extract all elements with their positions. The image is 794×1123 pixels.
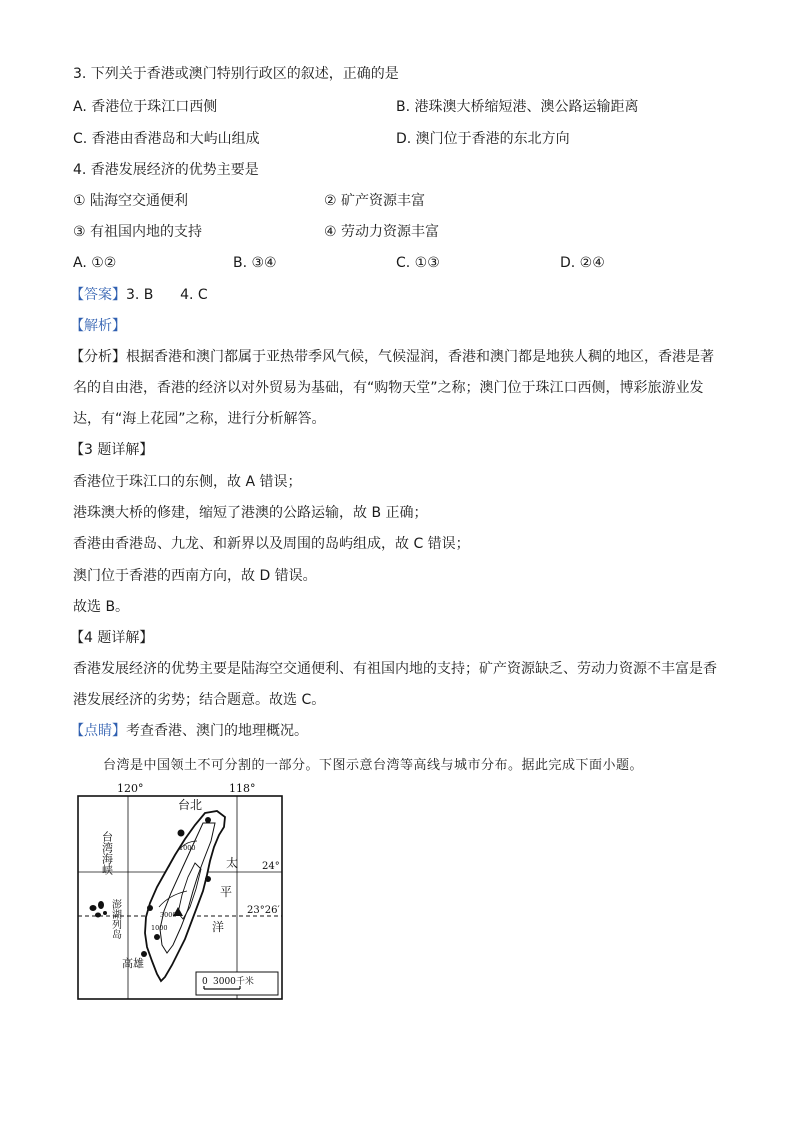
label-scale-zero: 0	[202, 977, 208, 987]
analysis-tag-text: 【解析】	[70, 318, 126, 334]
answer-tag: 【答案】	[70, 287, 126, 303]
detail3-line-1: 香港位于珠江口的东侧，故 A 错误；	[73, 474, 302, 490]
city-dot-taipei	[205, 817, 211, 823]
q3-option-d: D. 澳门位于香港的东北方向	[396, 131, 570, 147]
label-scale: 3000千米	[213, 977, 254, 987]
q4-stem: 4. 香港发展经济的优势主要是	[73, 162, 259, 178]
q3-option-b: B. 港珠澳大桥缩短港、澳公路运输距离	[396, 99, 639, 115]
city-dot-east	[205, 876, 211, 882]
q4-option-a: A. ①②	[73, 255, 117, 271]
q3-stem: 3. 下列关于香港或澳门特别行政区的叙述，正确的是	[73, 66, 399, 82]
label-contour-3: 1000	[151, 924, 168, 932]
q4-option-d: D. ②④	[560, 255, 605, 271]
detail4-line-1: 香港发展经济的优势主要是陆海空交通便利、有祖国内地的支持；矿产资源缺乏、劳动力资源不丰富是香	[73, 661, 717, 677]
label-ocean-1: 太	[226, 856, 239, 870]
city-dot-south	[154, 934, 160, 940]
dianjing-line	[70, 721, 308, 741]
label-kaohsiung: 高雄	[122, 957, 144, 970]
dianjing-tag: 【点睛】	[70, 723, 126, 739]
label-lon-120: 120°	[117, 782, 144, 795]
island-2	[98, 901, 104, 909]
q3-option-a: A. 香港位于珠江口西侧	[73, 99, 218, 115]
island-1	[90, 905, 97, 911]
q4-item-2: ② 矿产资源丰富	[324, 193, 426, 209]
label-lat-2326: 23°26′	[247, 905, 280, 916]
dianjing-text: 考查香港、澳门的地理概况。	[126, 723, 308, 739]
label-contour-2: 3000	[160, 911, 177, 919]
detail4-line-2: 港发展经济的劣势；结合题意。故选 C。	[73, 692, 326, 708]
island-4	[103, 911, 107, 915]
city-dot-north	[178, 830, 185, 837]
answer-line	[70, 285, 208, 305]
q4-item-3: ③ 有祖国内地的支持	[73, 224, 203, 240]
label-lat-24: 24°	[262, 861, 280, 872]
fenxi-text-1: 根据香港和澳门都属于亚热带季风气候，气候湿润，香港和澳门都是地狭人稠的地区，香港是著	[126, 349, 714, 365]
label-ocean-3: 洋	[212, 920, 225, 934]
q3-option-c: C. 香港由香港岛和大屿山组成	[73, 131, 260, 147]
island-3	[95, 913, 101, 918]
label-strait: 台湾海峡	[100, 831, 114, 875]
detail3-line-4: 澳门位于香港的西南方向，故 D 错误。	[73, 568, 317, 584]
detail3-line-2: 港珠澳大桥的修建，缩短了港澳的公路运输，故 B 正确；	[73, 505, 428, 521]
label-islands: 澎湖列岛	[109, 899, 121, 939]
fenxi-line-3: 达，有“海上花园”之称，进行分析解答。	[73, 411, 326, 427]
city-dot-west	[147, 905, 153, 911]
fenxi-line-1	[70, 347, 714, 367]
detail4-tag: 【4 题详解】	[70, 630, 154, 646]
answer-text: 3. B 4. C	[126, 287, 208, 303]
label-lon-118: 118°	[229, 782, 256, 795]
fenxi-tag: 【分析】	[70, 349, 126, 365]
label-taipei: 台北	[178, 798, 203, 812]
label-ocean-2: 平	[220, 885, 233, 899]
fenxi-line-2: 名的自由港，香港的经济以对外贸易为基础，有“购物天堂”之称；澳门位于珠江口西侧，博彩旅游业发	[73, 380, 704, 396]
q4-option-b: B. ③④	[233, 255, 277, 271]
analysis-tag	[70, 316, 126, 336]
label-contour-1: 1000	[179, 844, 196, 852]
q4-item-4: ④ 劳动力资源丰富	[324, 224, 440, 240]
detail3-line-3: 香港由香港岛、九龙、和新界以及周围的岛屿组成，故 C 错误；	[73, 536, 470, 552]
q4-item-1: ① 陆海空交通便利	[73, 193, 189, 209]
taiwan-contour-map	[77, 782, 283, 1000]
detail3-tag: 【3 题详解】	[70, 442, 154, 458]
map-intro: 台湾是中国领土不可分割的一部分。下图示意台湾等高线与城市分布。据此完成下面小题。	[103, 758, 644, 773]
detail3-line-5: 故选 B。	[73, 599, 130, 615]
q4-option-c: C. ①③	[396, 255, 440, 271]
